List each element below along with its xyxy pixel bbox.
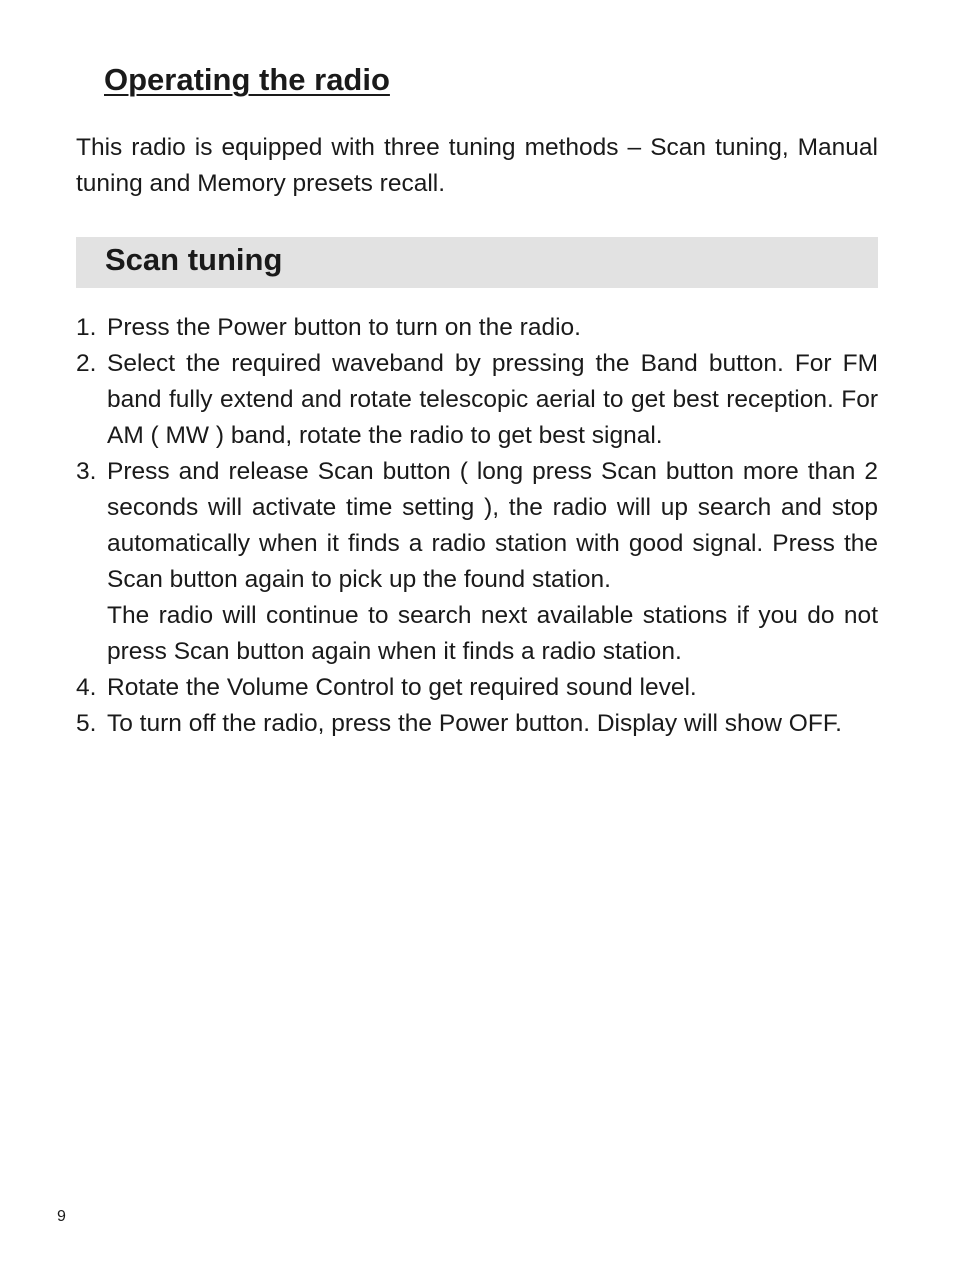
steps-list (76, 310, 878, 742)
step-number: 5. (76, 710, 97, 737)
step-item (76, 310, 878, 346)
step-number: 2. (76, 350, 97, 377)
page-title: Operating the radio (104, 62, 390, 97)
step-number: 3. (76, 458, 97, 485)
page-number: 9 (57, 1208, 66, 1225)
step-number: 1. (76, 314, 97, 341)
section-header-bar (76, 237, 878, 288)
step-number: 4. (76, 674, 97, 701)
step-item (76, 346, 878, 454)
intro-paragraph: This radio is equipped with three tuning methods – Scan tuning, Manual tuning and Memory presets recall. (76, 134, 878, 197)
step-text-continued: The radio will continue to search next available stations if you do not press Scan button again when it finds a radio station. (107, 602, 878, 665)
step-item (76, 670, 878, 706)
step-text: Press and release Scan button ( long press Scan button more than 2 seconds will activate time setting ), the radio will up search and stop automatically when it finds a radio station with good signal. Press the Scan button again to pick up the found station. (107, 458, 878, 593)
step-text: Rotate the Volume Control to get required sound level. (107, 674, 697, 701)
step-text: Select the required waveband by pressing the Band button. For FM band fully extend and rotate telescopic aerial to get best reception. For AM ( MW ) band, rotate the radio to get best signal. (107, 350, 878, 449)
section-title: Scan tuning (105, 242, 283, 277)
step-text: Press the Power button to turn on the radio. (107, 314, 581, 341)
step-item (76, 706, 878, 742)
step-text: To turn off the radio, press the Power button. Display will show OFF. (107, 710, 842, 737)
step-item (76, 454, 878, 670)
